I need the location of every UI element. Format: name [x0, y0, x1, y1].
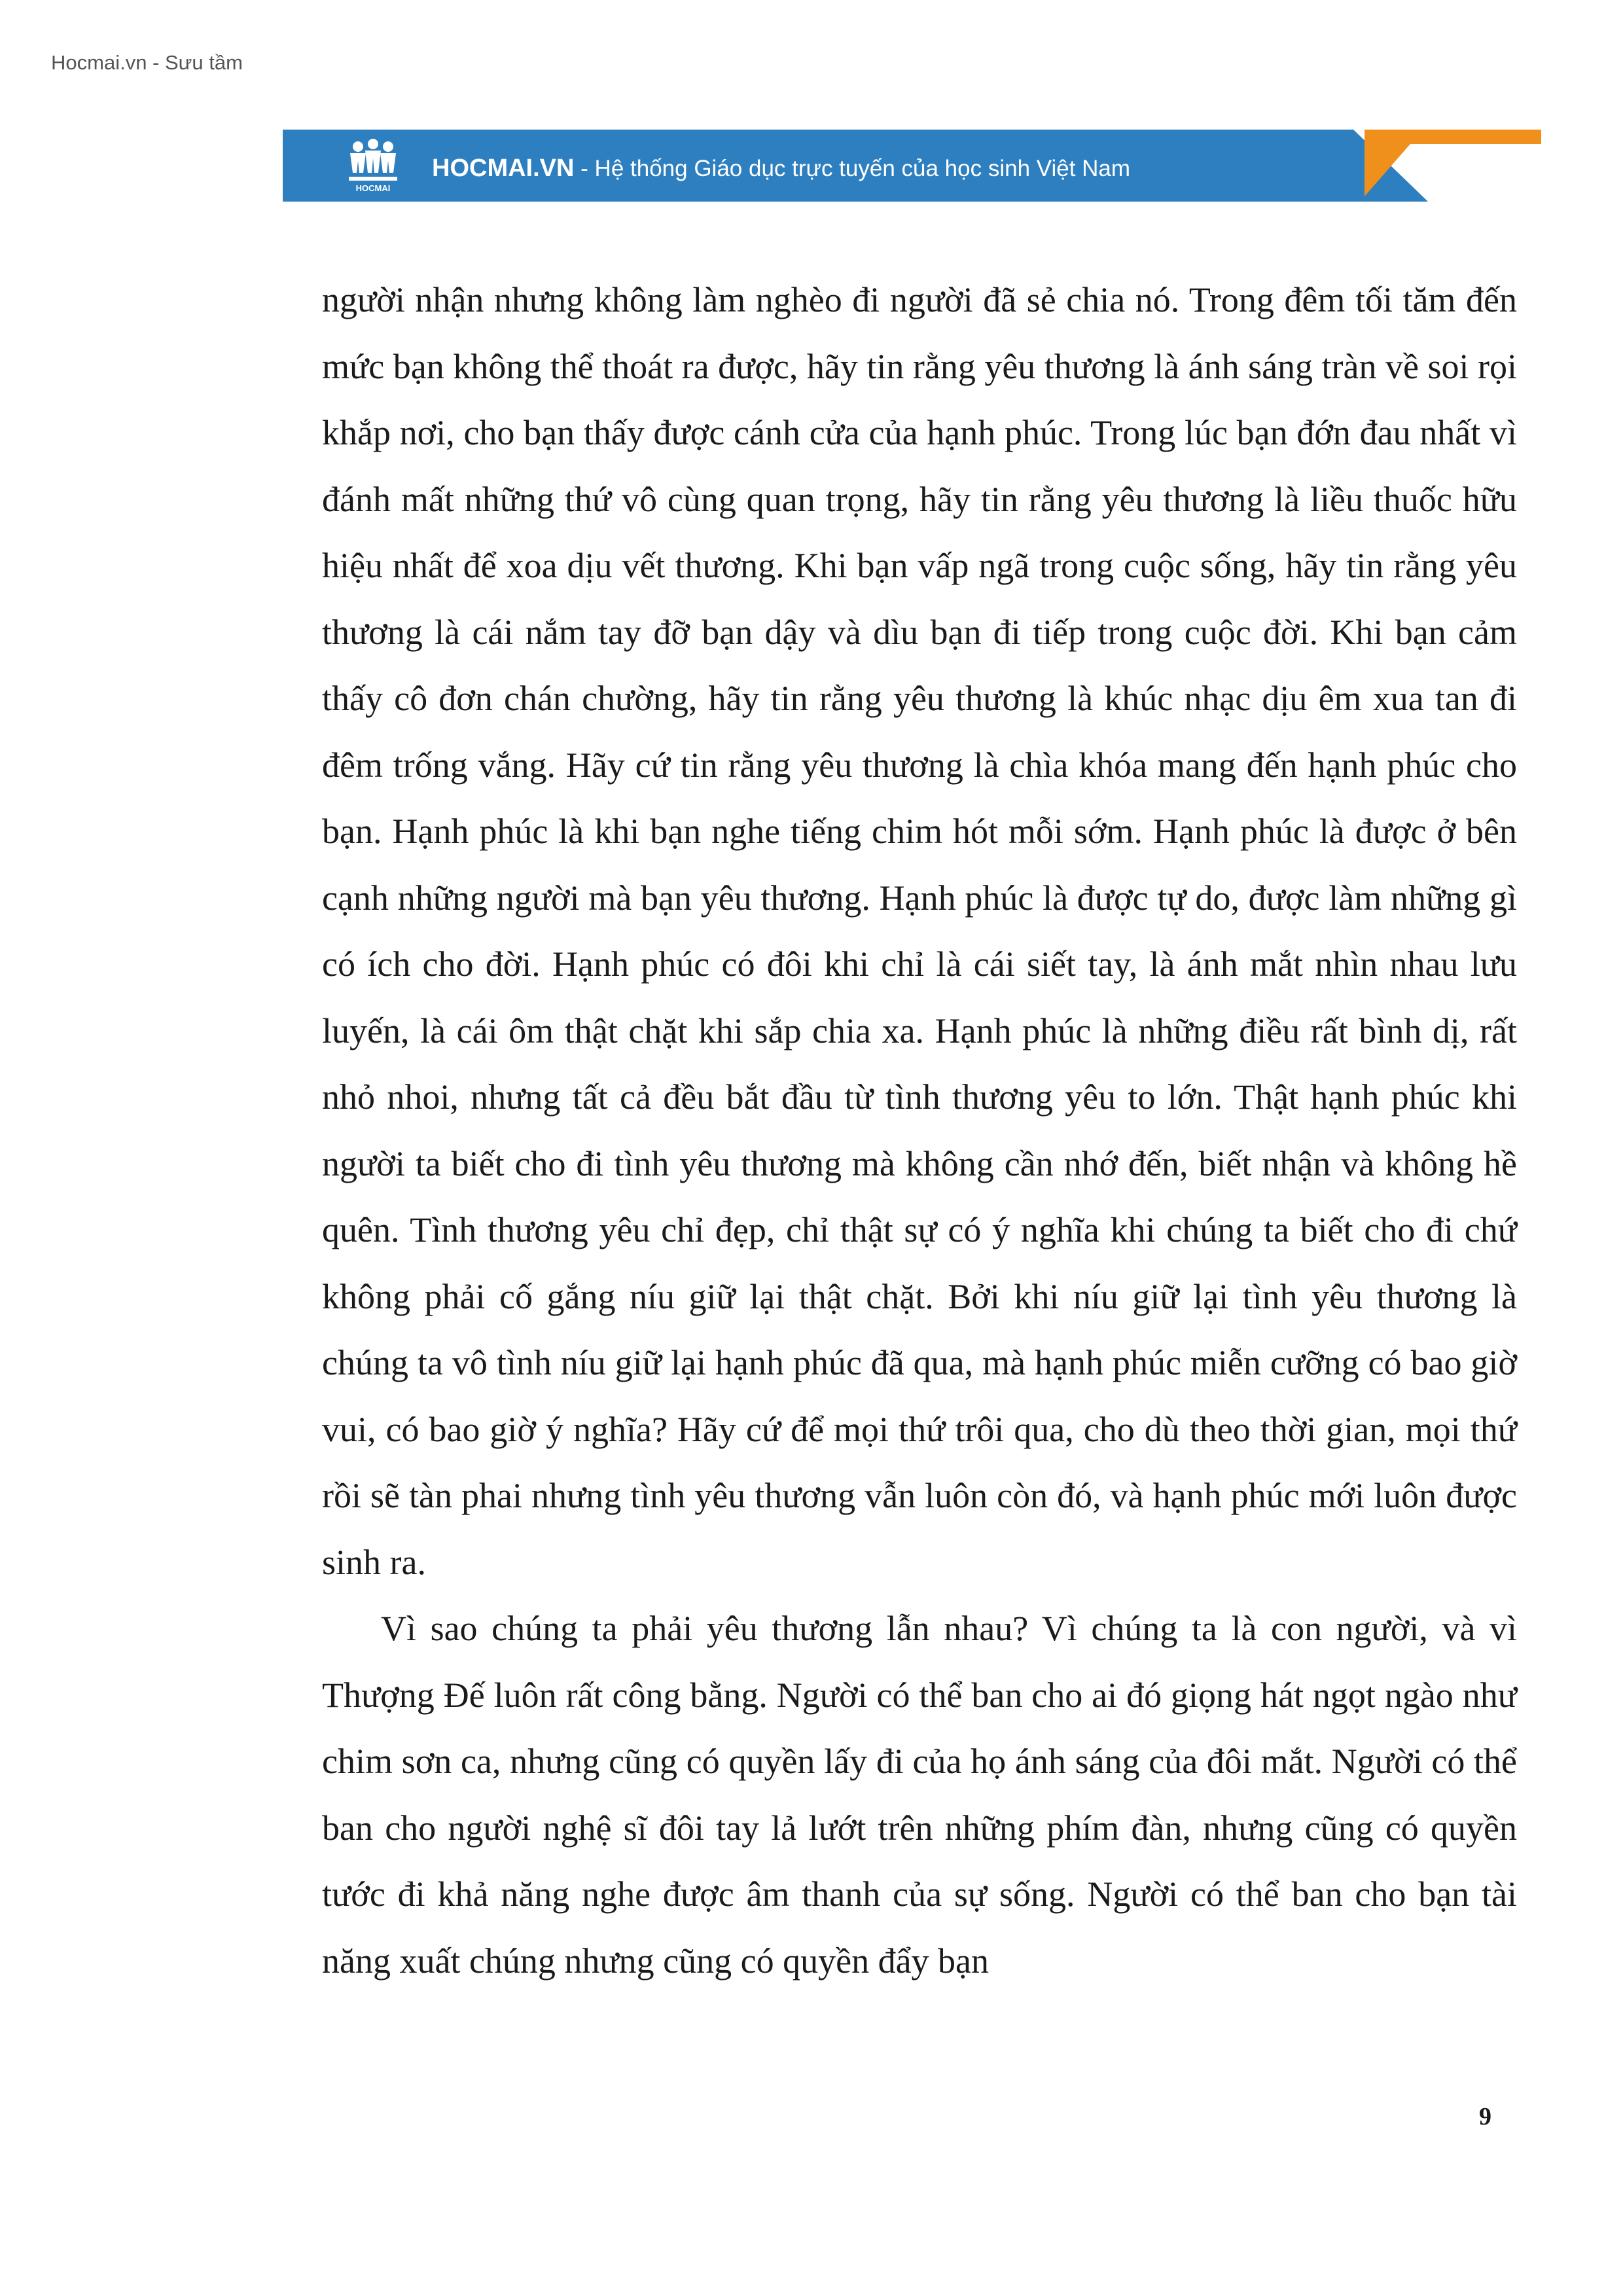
banner-accent-stripe — [1364, 130, 1541, 144]
source-note: Hocmai.vn - Sưu tầm — [51, 51, 243, 74]
banner-accent-tip — [1364, 144, 1410, 196]
logo-caption: HOCMAI — [355, 183, 391, 193]
banner-tagline: - Hệ thống Giáo dục trực tuyến của học sinh Việt Nam — [574, 156, 1131, 181]
paragraph-1: người nhận nhưng không làm nghèo đi người đã sẻ chia nó. Trong đêm tối tăm đến mức bạn không thể thoát ra được, hãy tin rằng yêu thương là ánh sáng tràn về soi rọi khắp nơi, cho bạn thấy được cánh cửa của hạnh phúc. Trong lúc bạn đớn đau nhất vì đánh mất những thứ vô cùng quan trọng, hãy tin rằng yêu thương là liều thuốc hữu hiệu nhất để xoa dịu vết thương. Khi bạn vấp ngã trong cuộc sống, hãy tin rằng yêu thương là cái nắm tay đỡ bạn dậy và dìu bạn đi tiếp trong cuộc đời. Khi bạn cảm thấy cô đơn chán chường, hãy tin rằng yêu thương là khúc nhạc dịu êm xua tan đi đêm trống vắng. Hãy cứ tin rằng yêu thương là chìa khóa mang đến hạnh phúc cho bạn. Hạnh phúc là khi bạn nghe tiếng chim hót mỗi sớm. Hạnh phúc là được ở bên cạnh những người mà bạn yêu thương. Hạnh phúc là được tự do, được làm những gì có ích cho đời. Hạnh phúc có đôi khi chỉ là cái siết tay, là ánh mắt nhìn nhau lưu luyến, là cái ôm thật chặt khi sắp chia xa. Hạnh phúc là những điều rất bình dị, rất nhỏ nhoi, nhưng tất cả đều bắt đầu từ tình thương yêu to lớn. Thật hạnh phúc khi người ta biết cho đi tình yêu thương mà không cần nhớ đến, biết nhận và không hề quên. Tình thương yêu chỉ đẹp, chỉ thật sự có ý nghĩa khi chúng ta biết cho đi chứ không phải cố gắng níu giữ lại thật chặt. Bởi khi níu giữ lại tình yêu thương là chúng ta vô tình níu giữ lại hạnh phúc đã qua, mà hạnh phúc miễn cưỡng có bao giờ vui, có bao giờ ý nghĩa? Hãy cứ để mọi thứ trôi qua, cho dù theo thời gian, mọi thứ rồi sẽ tàn phai nhưng tình yêu thương vẫn luôn còn đó, và hạnh phúc mới luôn được sinh ra. — [322, 280, 1517, 1582]
hocmai-logo-icon — [344, 139, 402, 194]
paragraph-2: Vì sao chúng ta phải yêu thương lẫn nhau? Vì chúng ta là con người, và vì Thượng Đế luôn rất công bằng. Người có thể ban cho ai đó giọng hát ngọt ngào như chim sơn ca, nhưng cũng có quyền lấy đi của họ ánh sáng của đôi mắt. Người có thể ban cho người nghệ sĩ đôi tay lả lướt trên những phím đàn, nhưng cũng có quyền tước đi khả năng nghe được âm thanh của sự sống. Người có thể ban cho bạn tài năng xuất chúng nhưng cũng có quyền đẩy bạn — [322, 1609, 1517, 1981]
banner-text — [432, 152, 1130, 185]
page-number: 9 — [1479, 2103, 1491, 2130]
body-text — [322, 267, 1517, 1994]
banner-brand: HOCMAI.VN — [432, 154, 575, 182]
